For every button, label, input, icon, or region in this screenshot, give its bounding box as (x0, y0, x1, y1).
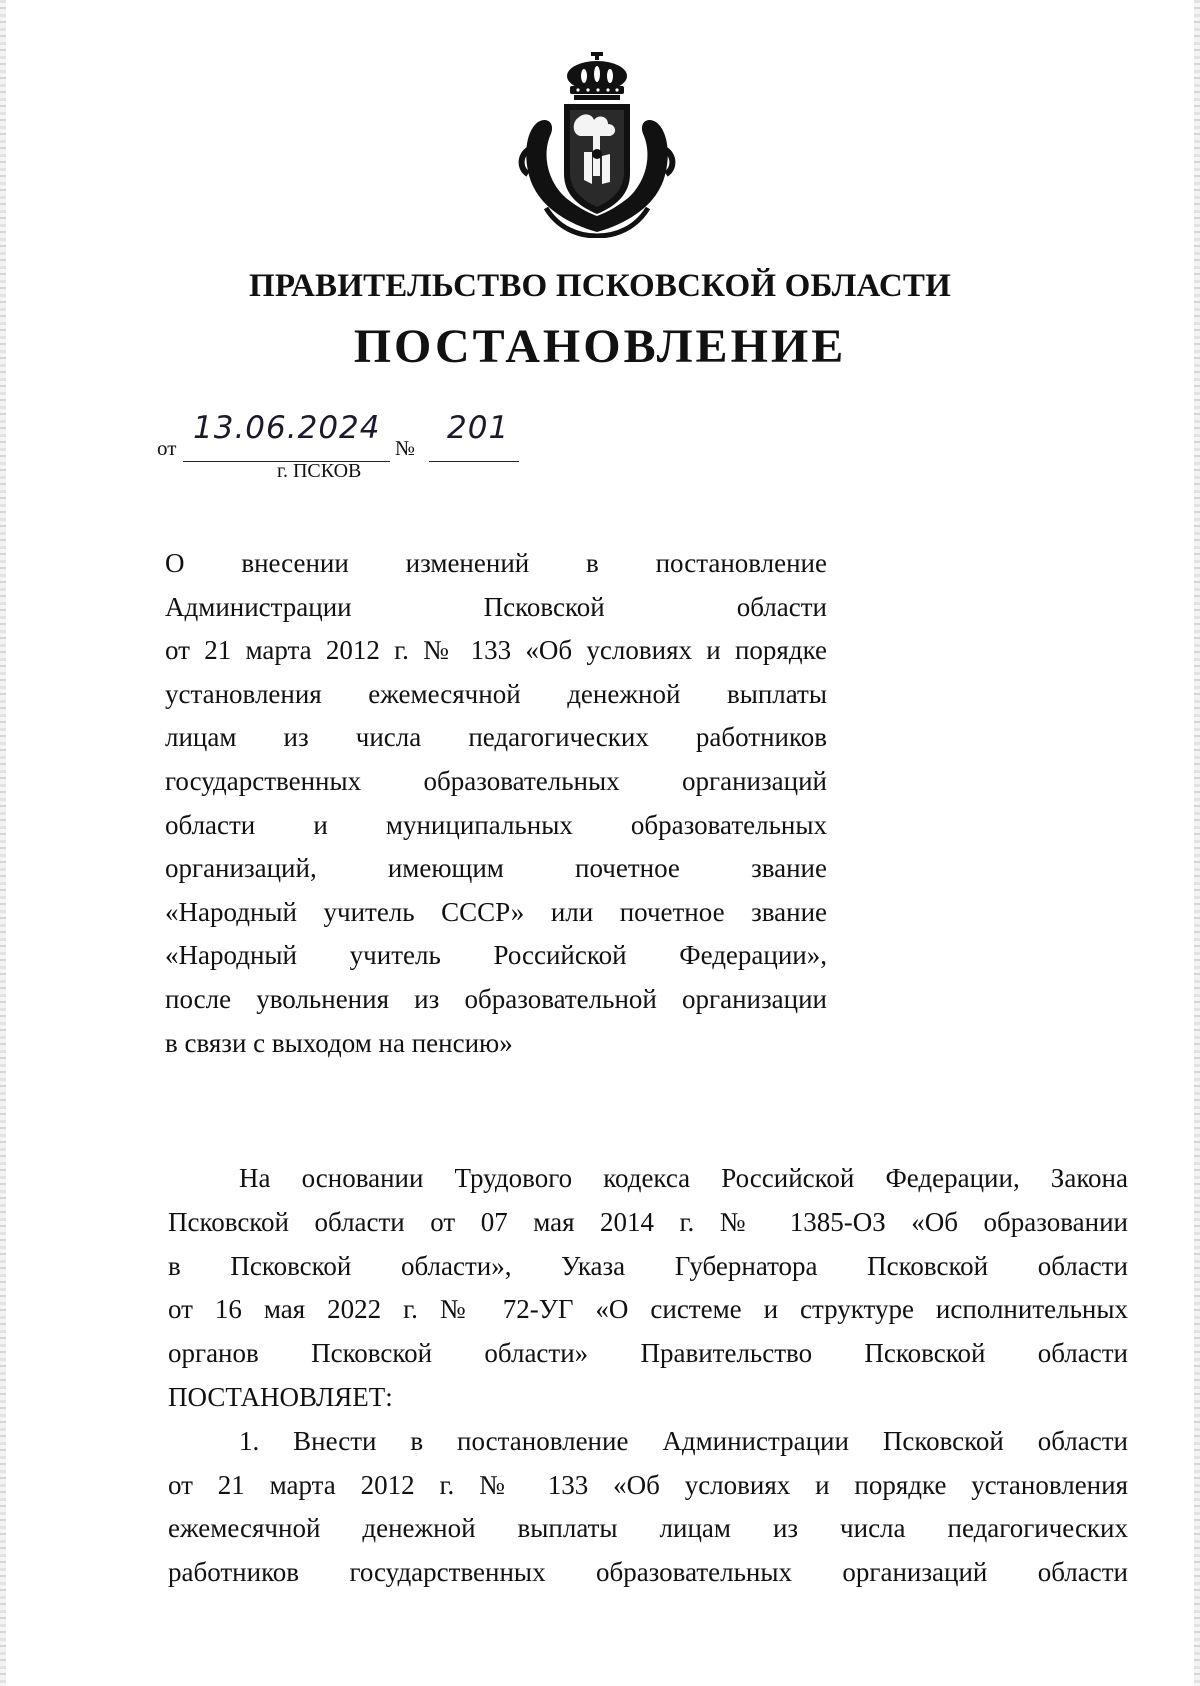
subject-line: от 21 марта 2012 г. № 133 «Об условиях и порядке (165, 635, 827, 666)
body-line: 1. Внести в постановление Администрации Псковской области (239, 1425, 1128, 1456)
scan-edge-left (0, 0, 6, 1686)
subject-line: О внесении изменений в постановление (165, 548, 827, 578)
number-underline (429, 461, 519, 462)
subject-line: области и муниципальных образовательных (165, 809, 827, 840)
body-line: от 21 марта 2012 г. № 133 «Об условиях и порядке установления (168, 1469, 1128, 1500)
subject-line: в связи с выходом на пенсию» (165, 1027, 513, 1058)
organization-name: ПРАВИТЕЛЬСТВО ПСКОВСКОЙ ОБЛАСТИ (248, 268, 952, 304)
handwritten-number: 201 (447, 410, 510, 446)
number-label: № (395, 436, 416, 460)
body-line: органов Псковской области» Правительство Псковской области (168, 1338, 1128, 1369)
document-type: ПОСТАНОВЛЕНИЕ (353, 320, 847, 373)
subject-line: «Народный учитель СССР» или почетное звание (165, 896, 827, 927)
handwritten-date: 13.06.2024 (193, 410, 381, 446)
subject-line: лицам из числа педагогических работников (165, 722, 827, 753)
subject-line: «Народный учитель Российской Федерации», (165, 940, 827, 971)
coat-of-arms-icon (518, 52, 676, 238)
scan-edge-right (1194, 0, 1200, 1686)
city-label: г. ПСКОВ (277, 460, 362, 482)
subject-line: Администрации Псковской области (165, 591, 827, 622)
date-prefix-label: от (157, 436, 177, 460)
body-line: На основании Трудового кодекса Российской Федерации, Закона (239, 1163, 1128, 1193)
body-line: от 16 мая 2022 г. № 72-УГ «О системе и структуре исполнительных (168, 1294, 1128, 1325)
body-line: работников государственных образовательных организаций области (168, 1557, 1128, 1588)
subject-line: организаций, имеющим почетное звание (165, 853, 827, 884)
body-line: Псковской области от 07 мая 2014 г. № 1385-ОЗ «Об образовании (168, 1206, 1128, 1237)
subject-line: установления ежемесячной денежной выплаты (165, 678, 827, 709)
body-line: в Псковской области», Указа Губернатора Псковской области (168, 1250, 1128, 1281)
document-subject (165, 542, 827, 1065)
body-line: ежемесячной денежной выплаты лицам из числа педагогических (168, 1513, 1128, 1544)
document-body (168, 1157, 1128, 1595)
date-number-line (157, 410, 557, 496)
subject-line: после увольнения из образовательной организации (165, 983, 827, 1014)
subject-line: государственных образовательных организаций (165, 765, 827, 796)
body-line: ПОСТАНОВЛЯЕТ: (168, 1381, 393, 1412)
